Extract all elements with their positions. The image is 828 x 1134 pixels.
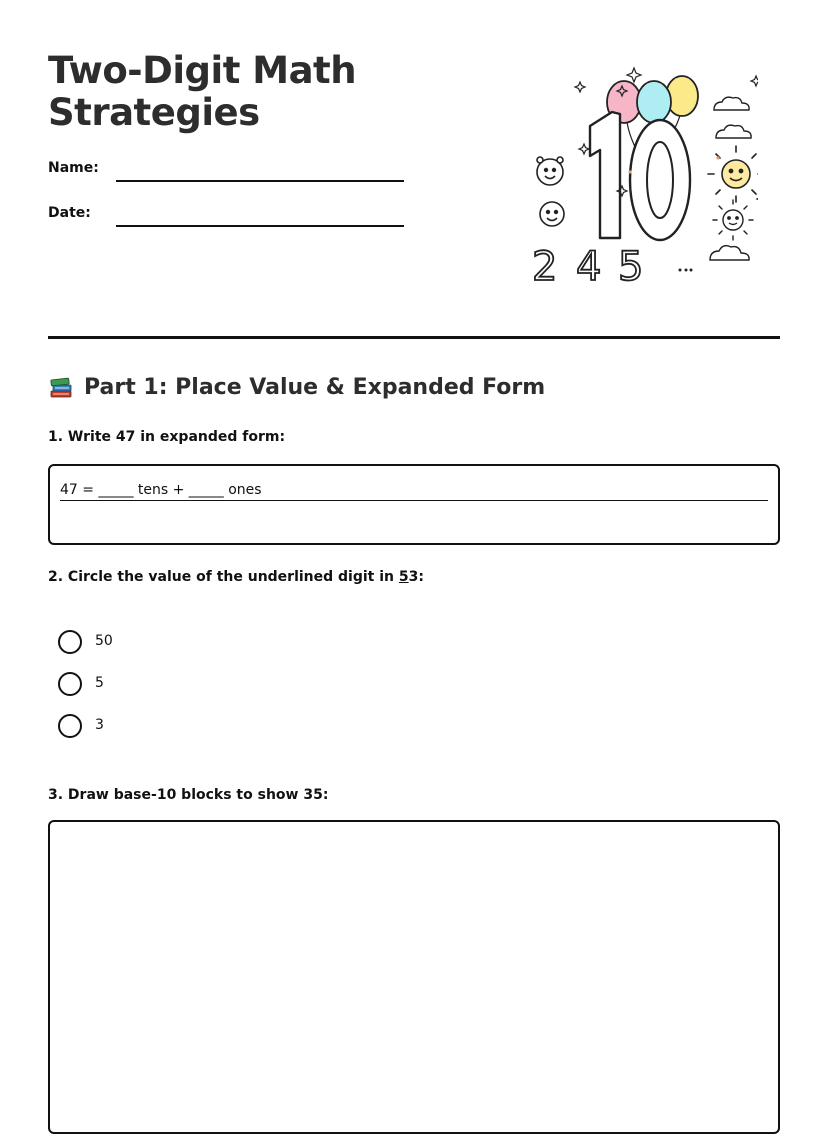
header-divider [48, 336, 780, 339]
question-2-number-rest: 3 [408, 569, 419, 585]
name-write-line[interactable] [116, 180, 404, 182]
option-3[interactable] [58, 714, 258, 740]
option-50[interactable] [58, 630, 258, 656]
question-2-prompt-suffix: : [418, 569, 424, 585]
question-2-prompt-prefix: 2. Circle the value of the underlined digit in [48, 569, 399, 585]
question-2-prompt [48, 569, 424, 585]
small-number-3: 5 [618, 244, 644, 290]
small-sun-icon [713, 200, 753, 240]
baby-face-icon [537, 157, 563, 185]
option-5-radio[interactable] [58, 672, 82, 696]
option-50-label: 50 [95, 633, 113, 649]
question-3-drawing-box[interactable] [48, 820, 780, 1134]
big-ten-outline [590, 112, 698, 262]
part1-heading [48, 374, 545, 400]
books-icon [48, 374, 74, 400]
part1-heading-text: Part 1: Place Value & Expanded Form [84, 374, 546, 400]
option-3-label: 3 [95, 717, 104, 733]
small-number-1: 2 [532, 244, 558, 290]
name-field [48, 160, 408, 190]
sun-icon [708, 146, 758, 202]
option-5-label: 5 [95, 675, 104, 691]
small-numbers [532, 244, 643, 290]
option-3-radio[interactable] [58, 714, 82, 738]
date-field [48, 205, 408, 235]
question-1-prompt: 1. Write 47 in expanded form: [48, 429, 286, 445]
question-1-answer-box[interactable] [48, 464, 780, 545]
underlined-digit: 5 [398, 569, 409, 585]
name-label: Name: [48, 160, 99, 176]
number-ten-illustration [528, 62, 758, 294]
option-5[interactable] [58, 672, 258, 698]
small-number-2: 4 [576, 244, 602, 290]
smiley-face-icon [540, 202, 564, 226]
option-50-radio[interactable] [58, 630, 82, 654]
question-3-prompt: 3. Draw base-10 blocks to show 35: [48, 787, 329, 803]
date-label: Date: [48, 205, 91, 221]
date-write-line[interactable] [116, 225, 404, 227]
expanded-form-fill-line[interactable]: 47 = _____ tens + _____ ones [60, 482, 768, 501]
worksheet-page [48, 0, 780, 1118]
worksheet-title: Two-Digit Math Strategies [48, 49, 357, 134]
